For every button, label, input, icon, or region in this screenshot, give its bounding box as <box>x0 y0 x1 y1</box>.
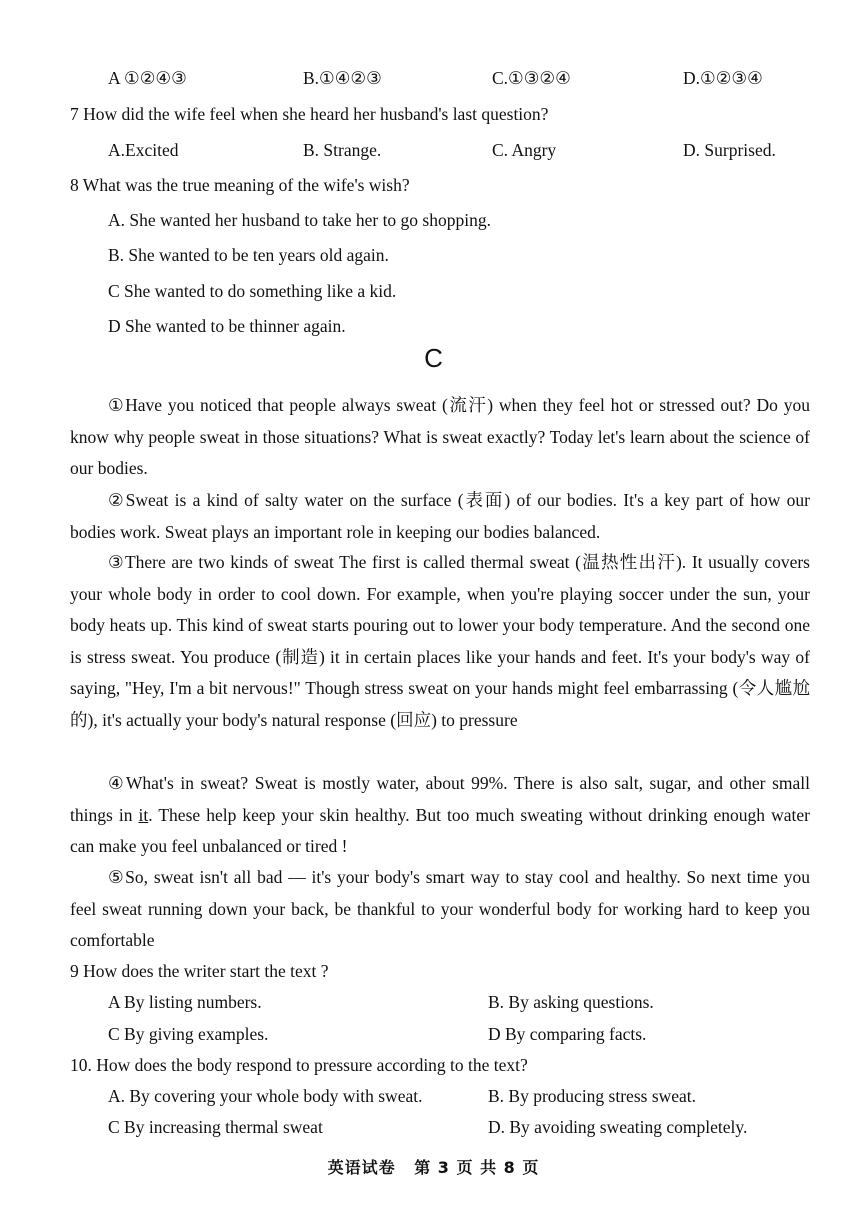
q10-options-row2 <box>0 1117 867 1141</box>
passage-paragraph-1: ①Have you noticed that people always sweat (流汗) when they feel hot or stressed out? Do you know why people sweat in those situations? What is sweat exactly? Today let's learn about the science of our bodies. <box>70 395 810 478</box>
page-footer <box>0 1158 867 1177</box>
q6-option-a[interactable]: A ①②④③ <box>108 68 187 88</box>
q10-option-d[interactable]: D. By avoiding sweating completely. <box>488 1117 748 1137</box>
passage-paragraph-5: ⑤So, sweat isn't all bad — it's your body's smart way to stay cool and healthy. So next time you feel sweat running down your back, be thankful to your wonderful body for working hard to keep you comfortable <box>70 867 810 950</box>
q6-option-b[interactable]: B.①④②③ <box>303 68 382 88</box>
q9-option-b[interactable]: B. By asking questions. <box>488 992 654 1012</box>
question-8: 8 What was the true meaning of the wife's wish? <box>70 175 410 195</box>
q7-option-c[interactable]: C. Angry <box>492 140 557 160</box>
q8-option-d[interactable]: D She wanted to be thinner again. <box>108 316 346 336</box>
section-heading: C <box>424 343 443 373</box>
q9-option-d[interactable]: D By comparing facts. <box>488 1024 647 1044</box>
q8-option-a[interactable]: A. She wanted her husband to take her to go shopping. <box>108 210 491 230</box>
q10-options-row1 <box>0 1086 867 1110</box>
question-9: 9 How does the writer start the text ? <box>70 961 329 981</box>
q9-options-row1 <box>0 992 867 1016</box>
passage-paragraph-2: ②Sweat is a kind of salty water on the surface (表面) of our bodies. It's a key part of how our bodies work. Sweat plays an important role in keeping our bodies balanced. <box>70 490 810 542</box>
q9-option-c[interactable]: C By giving examples. <box>108 1024 269 1044</box>
q7-option-a[interactable]: A.Excited <box>108 140 179 160</box>
question-7: 7 How did the wife feel when she heard her husband's last question? <box>70 104 549 124</box>
q7-option-b[interactable]: B. Strange. <box>303 140 382 160</box>
passage-paragraph-3: ③There are two kinds of sweat The first is called thermal sweat (温热性出汗). It usually covers your whole body in order to cool down. For example, when you're playing soccer under the sun, your body heats up. This kind of sweat starts pouring out to lower your body temperature. And the second one is stress sweat. You produce (制造) it in certain places like your hands and feet. It's your body's way of saying, "Hey, I'm a bit nervous!" Though stress sweat on your hands might feel embarrassing (令人尴尬的), it's actually your body's natural response (回应) to pressure <box>70 552 810 730</box>
q6-option-c[interactable]: C.①③②④ <box>492 68 571 88</box>
q10-option-a[interactable]: A. By covering your whole body with sweat. <box>108 1086 423 1106</box>
p4-text-before: ④What's in sweat? Sweat is mostly water, about 99%. There is also salt, sugar, and other small things in <box>70 773 810 825</box>
q8-option-c[interactable]: C She wanted to do something like a kid. <box>108 281 397 301</box>
q7-option-d[interactable]: D. Surprised. <box>683 140 776 160</box>
footer-page-number: 第 3 页 共 8 页 <box>414 1158 540 1177</box>
q10-option-b[interactable]: B. By producing stress sweat. <box>488 1086 697 1106</box>
footer-subject: 英语试卷 <box>327 1158 396 1177</box>
q9-option-a[interactable]: A By listing numbers. <box>108 992 262 1012</box>
q6-options <box>0 68 867 92</box>
p4-underlined-it: it <box>138 804 149 825</box>
q10-option-c[interactable]: C By increasing thermal sweat <box>108 1117 323 1137</box>
q7-options <box>0 140 867 164</box>
q9-options-row2 <box>0 1024 867 1048</box>
passage-paragraph-4 <box>70 768 810 863</box>
question-10: 10. How does the body respond to pressure according to the text? <box>70 1055 528 1075</box>
q6-option-d[interactable]: D.①②③④ <box>683 68 763 88</box>
p4-text-after: . These help keep your skin healthy. But too much sweating without drinking enough water can make you feel unbalanced or tired ! <box>70 804 810 856</box>
q8-option-b[interactable]: B. She wanted to be ten years old again. <box>108 245 389 265</box>
